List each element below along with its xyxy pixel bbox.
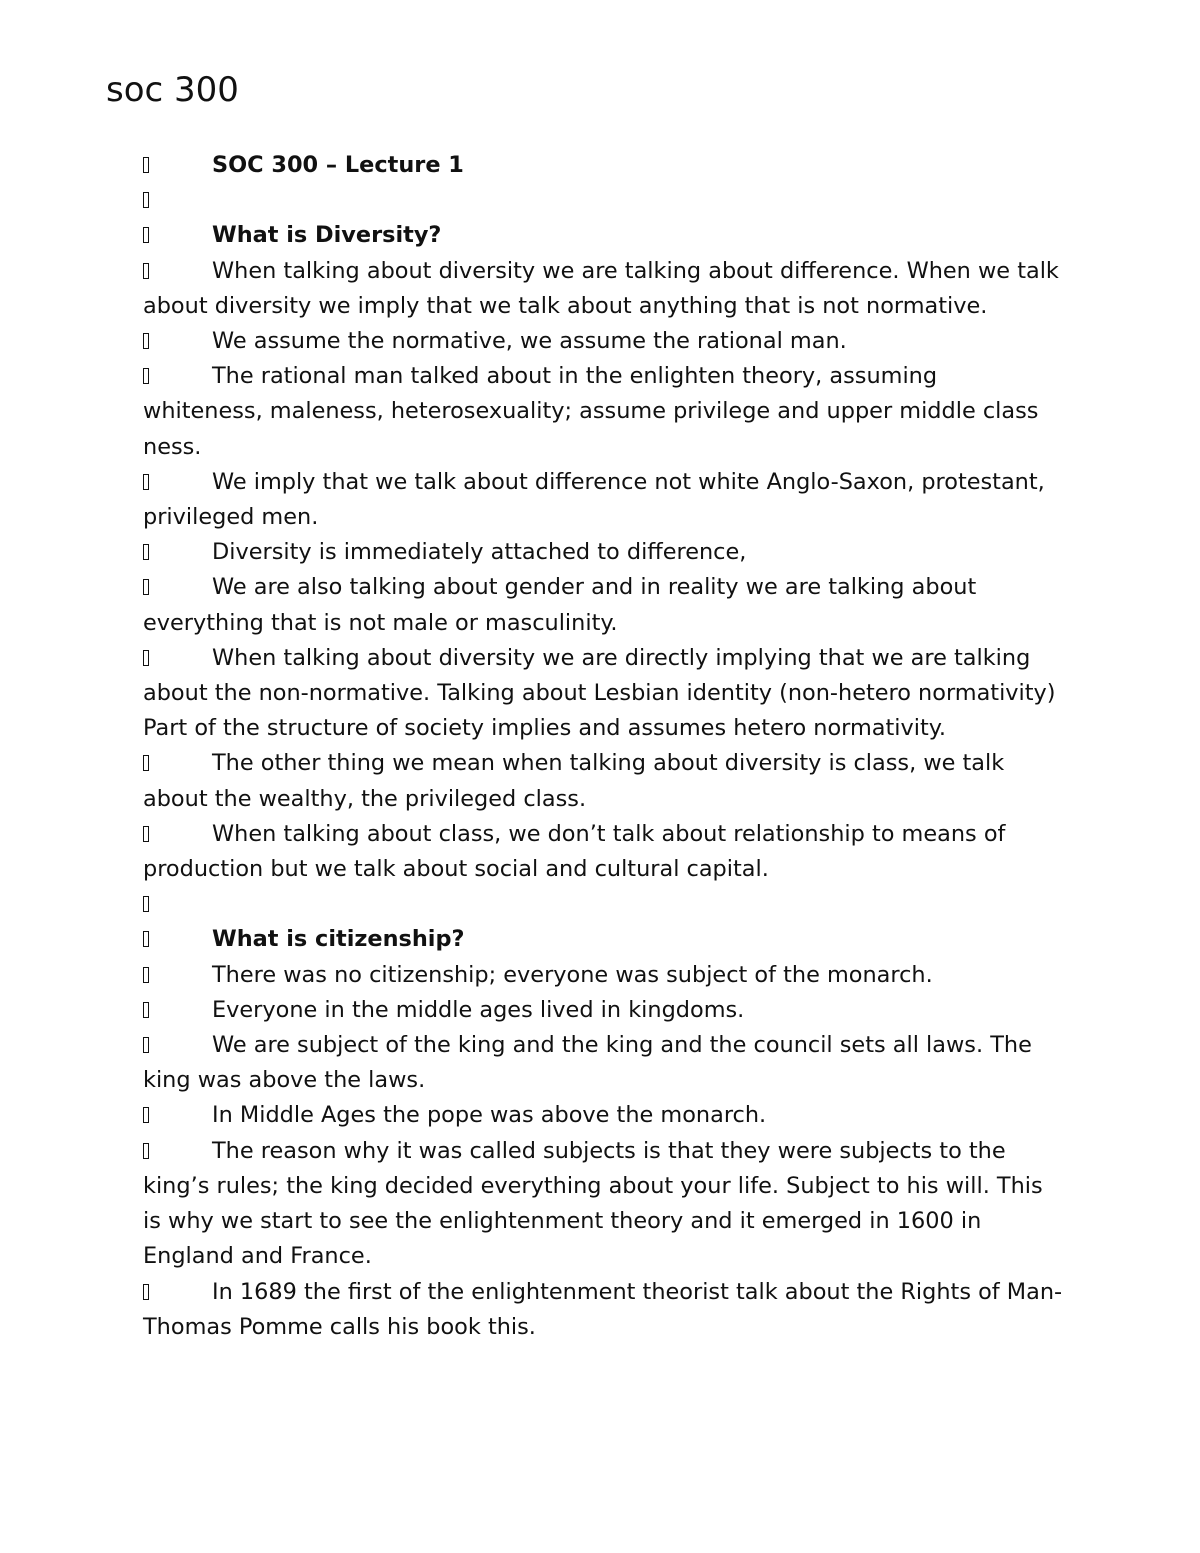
note-item: [143, 817, 1063, 887]
note-text: Diversity is immediately attached to difference,: [212, 539, 747, 566]
note-text: In 1689 the first of the enlightenment theorist talk about the Rights of Man- Thomas Pomme calls his book this.: [143, 1278, 1063, 1340]
note-item: [143, 641, 1063, 747]
note-text: When talking about diversity we are talking about difference. When we talk about diversity we imply that we talk about anything that is not normative.: [143, 257, 1059, 319]
bullet-icon: [143, 148, 212, 183]
section-heading: [143, 218, 1063, 253]
note-item: [143, 993, 1063, 1028]
note-text: We assume the normative, we assume the rational man.: [212, 328, 847, 355]
bullet-icon: [143, 1275, 212, 1310]
lecture-notes: [143, 148, 1063, 1345]
bullet-icon: [143, 887, 212, 922]
bullet-icon: [143, 1098, 212, 1133]
section-heading: [143, 922, 1063, 957]
note-text: When talking about diversity we are directly implying that we are talking about the non-normative. Talking about Lesbian identity (non-hetero normativity) Part of the structure of society implies and assumes hetero normativity.: [143, 644, 1056, 742]
note-item: [143, 465, 1063, 535]
note-item: [143, 1028, 1063, 1098]
note-text: We imply that we talk about difference not white Anglo-Saxon, protestant, privileged men.: [143, 468, 1045, 531]
bullet-icon: [143, 1028, 212, 1063]
note-text: The rational man talked about in the enlighten theory, assuming whiteness, maleness, heterosexuality; assume privilege and upper middle class ness.: [143, 363, 1039, 460]
bullet-icon: [143, 570, 212, 605]
note-text: What is Diversity?: [212, 222, 442, 249]
note-item: [143, 1275, 1063, 1345]
note-item: [143, 183, 1063, 218]
note-text: In Middle Ages the pope was above the monarch.: [212, 1102, 767, 1129]
note-item: [143, 570, 1063, 640]
bullet-icon: [143, 359, 212, 394]
note-item: [143, 1134, 1063, 1275]
bullet-icon: [143, 1134, 212, 1169]
note-text: The other thing we mean when talking about diversity is class, we talk about the wealthy, the privileged class.: [143, 750, 1005, 812]
bullet-icon: [143, 535, 212, 570]
note-item: [143, 887, 1063, 922]
bullet-icon: [143, 746, 212, 781]
note-item: [143, 535, 1063, 570]
note-item: [143, 958, 1063, 993]
bullet-icon: [143, 324, 212, 359]
note-text: There was no citizenship; everyone was subject of the monarch.: [212, 961, 933, 988]
note-text: When talking about class, we don’t talk about relationship to means of production but we talk about social and cultural capital.: [143, 820, 1006, 883]
note-item: [143, 324, 1063, 359]
note-item: [143, 746, 1063, 816]
bullet-icon: [143, 465, 212, 500]
bullet-icon: [143, 641, 212, 676]
note-text: We are subject of the king and the king and the council sets all laws. The king was above the laws.: [143, 1032, 1032, 1094]
bullet-icon: [143, 183, 212, 218]
note-text: SOC 300 – Lecture 1: [212, 152, 464, 178]
page-title: soc 300: [106, 70, 239, 110]
note-text: We are also talking about gender and in reality we are talking about everything that is not male or masculinity.: [143, 574, 977, 636]
note-text: Everyone in the middle ages lived in kingdoms.: [212, 996, 745, 1023]
section-heading: [143, 148, 1063, 183]
bullet-icon: [143, 254, 212, 289]
bullet-icon: [143, 218, 212, 253]
bullet-icon: [143, 922, 212, 957]
note-text: What is citizenship?: [212, 926, 465, 953]
note-item: [143, 254, 1063, 324]
bullet-icon: [143, 817, 212, 852]
note-item: [143, 359, 1063, 465]
note-text: The reason why it was called subjects is that they were subjects to the king’s rules; the king decided everything about your life. Subject to his will. This is why we start to see the enlightenment theory and it emerged in 1600 in England and France.: [143, 1137, 1043, 1270]
note-item: [143, 1098, 1063, 1133]
bullet-icon: [143, 958, 212, 993]
bullet-icon: [143, 993, 212, 1028]
